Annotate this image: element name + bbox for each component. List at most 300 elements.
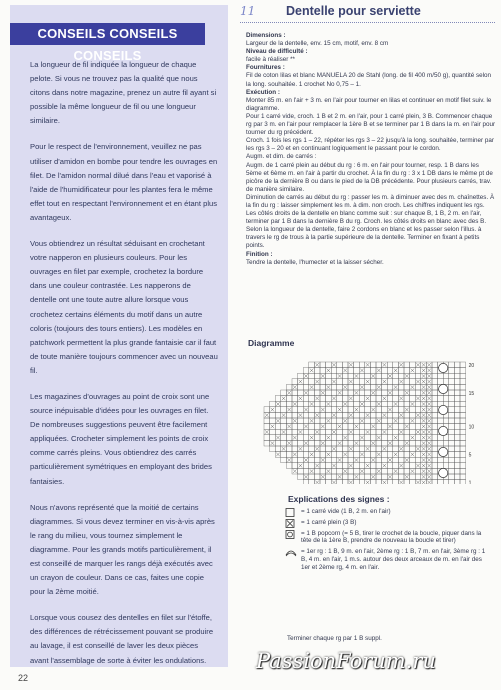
full-square-mark bbox=[332, 413, 336, 417]
grid-square bbox=[432, 429, 438, 435]
grid-square bbox=[298, 435, 304, 441]
grid-square bbox=[449, 362, 455, 368]
full-square-mark bbox=[287, 441, 291, 445]
full-square-mark bbox=[371, 408, 375, 412]
grid-square bbox=[365, 373, 371, 379]
grid-square bbox=[382, 373, 388, 379]
full-square-mark bbox=[315, 380, 319, 384]
grid-square bbox=[454, 401, 460, 407]
full-square-mark bbox=[416, 363, 420, 367]
full-square-mark bbox=[366, 363, 370, 367]
grid-square bbox=[460, 396, 466, 402]
grid-square bbox=[415, 440, 421, 446]
grid-square bbox=[314, 457, 320, 463]
grid-square bbox=[298, 390, 304, 396]
full-square-mark bbox=[416, 380, 420, 384]
grid-square bbox=[342, 390, 348, 396]
grid-square bbox=[410, 362, 416, 368]
full-square-mark bbox=[383, 464, 387, 468]
grid-square bbox=[342, 429, 348, 435]
grid-square bbox=[348, 474, 354, 480]
grid-square bbox=[382, 390, 388, 396]
grid-square bbox=[314, 407, 320, 413]
full-square-mark bbox=[304, 475, 308, 479]
grid-square bbox=[376, 412, 382, 418]
full-square-mark bbox=[377, 402, 381, 406]
full-square-mark bbox=[321, 441, 325, 445]
grid-square bbox=[275, 396, 281, 402]
grid-square bbox=[404, 429, 410, 435]
grid-square bbox=[432, 418, 438, 424]
grid-square bbox=[432, 480, 438, 484]
full-square-mark bbox=[394, 469, 398, 473]
full-square-mark bbox=[355, 425, 359, 429]
full-square-mark bbox=[299, 380, 303, 384]
grid-square bbox=[281, 401, 287, 407]
grid-square bbox=[365, 424, 371, 430]
full-square-mark bbox=[377, 369, 381, 373]
full-square-mark bbox=[383, 413, 387, 417]
grid-square bbox=[432, 412, 438, 418]
grid-square bbox=[393, 362, 399, 368]
grid-square bbox=[292, 463, 298, 469]
grid-square bbox=[449, 407, 455, 413]
grid-square bbox=[348, 407, 354, 413]
grid-square bbox=[342, 412, 348, 418]
grid-square bbox=[415, 368, 421, 374]
grid-square bbox=[342, 407, 348, 413]
grid-square bbox=[348, 373, 354, 379]
grid-square bbox=[359, 474, 365, 480]
grid-square bbox=[454, 373, 460, 379]
grid-square bbox=[460, 424, 466, 430]
grid-square bbox=[387, 384, 393, 390]
grid-square bbox=[415, 424, 421, 430]
full-square-mark bbox=[276, 436, 280, 440]
full-square-mark bbox=[399, 430, 403, 434]
grid-square bbox=[398, 480, 404, 484]
grid-square bbox=[331, 452, 337, 458]
grid-square bbox=[337, 463, 343, 469]
full-square-mark bbox=[282, 447, 286, 451]
full-square-mark bbox=[315, 481, 319, 484]
grid-square bbox=[314, 424, 320, 430]
grid-square bbox=[382, 384, 388, 390]
grid-square bbox=[337, 379, 343, 385]
grid-square bbox=[286, 429, 292, 435]
grid-square bbox=[359, 446, 365, 452]
grid-square bbox=[337, 435, 343, 441]
finish-text: Tendre la dentelle, l'humecter et la laisser sécher. bbox=[246, 258, 384, 266]
row-label: 15 bbox=[468, 391, 475, 397]
grid-square bbox=[365, 390, 371, 396]
full-square-mark bbox=[332, 397, 336, 401]
full-square-mark bbox=[383, 363, 387, 367]
grid-square bbox=[376, 440, 382, 446]
grid-square bbox=[449, 468, 455, 474]
full-square-mark bbox=[366, 380, 370, 384]
grid-square bbox=[460, 379, 466, 385]
legend-text: = 1 carré plein (3 B) bbox=[301, 518, 357, 526]
grid-square bbox=[370, 463, 376, 469]
full-square-mark bbox=[416, 481, 420, 484]
grid-square bbox=[354, 418, 360, 424]
grid-square bbox=[387, 435, 393, 441]
grid-square bbox=[292, 429, 298, 435]
grid-square bbox=[337, 412, 343, 418]
grid-square bbox=[410, 474, 416, 480]
grid-square bbox=[376, 463, 382, 469]
full-square-mark bbox=[411, 436, 415, 440]
grid-square bbox=[309, 440, 315, 446]
grid-square bbox=[359, 362, 365, 368]
full-square-mark bbox=[411, 419, 415, 423]
grid-square bbox=[354, 396, 360, 402]
grid-square bbox=[337, 384, 343, 390]
grid-square bbox=[387, 362, 393, 368]
full-square-mark bbox=[377, 419, 381, 423]
grid-square bbox=[264, 407, 270, 413]
grid-square bbox=[348, 452, 354, 458]
full-square-mark bbox=[427, 391, 431, 395]
grid-square bbox=[443, 396, 449, 402]
legend-arch bbox=[285, 548, 490, 571]
grid-square bbox=[298, 407, 304, 413]
row-label: 1 bbox=[468, 480, 472, 484]
full-square-mark bbox=[405, 458, 409, 462]
grid-square bbox=[359, 412, 365, 418]
grid-square bbox=[382, 401, 388, 407]
full-square-mark bbox=[405, 475, 409, 479]
grid-square bbox=[438, 373, 444, 379]
full-square-mark bbox=[271, 441, 275, 445]
grid-square bbox=[337, 446, 343, 452]
grid-square bbox=[326, 446, 332, 452]
grid-square bbox=[365, 457, 371, 463]
grid-square bbox=[415, 373, 421, 379]
full-square-mark bbox=[332, 481, 336, 484]
grid-square bbox=[264, 418, 270, 424]
grid-square bbox=[365, 474, 371, 480]
grid-square bbox=[432, 390, 438, 396]
legend-text: = 1er rg : 1 B, 9 m. en l'air, 2ème rg : 1 B, 7 m. en l'air, 3ème rg : 1 B, 4 m. en l'air, 1 m.s. autour des deux arceaux de m. en l'air des 1er et 2ème rg, 4 m. en l'air. bbox=[301, 548, 486, 571]
grid-square bbox=[449, 463, 455, 469]
full-square-mark bbox=[343, 402, 347, 406]
grid-square bbox=[432, 384, 438, 390]
full-square-mark bbox=[276, 453, 280, 457]
full-square-mark bbox=[315, 413, 319, 417]
grid-square bbox=[410, 390, 416, 396]
grid-square bbox=[326, 373, 332, 379]
full-square-mark bbox=[310, 402, 314, 406]
grid-square bbox=[365, 384, 371, 390]
full-square-mark bbox=[388, 475, 392, 479]
grid-square bbox=[342, 373, 348, 379]
grid-square bbox=[387, 418, 393, 424]
full-square-mark bbox=[276, 419, 280, 423]
grid-square bbox=[370, 480, 376, 484]
cross-square-icon bbox=[285, 519, 297, 528]
grid-square bbox=[359, 463, 365, 469]
tips-body bbox=[30, 58, 218, 680]
grid-square bbox=[432, 457, 438, 463]
diagram-title: Diagramme bbox=[248, 338, 295, 348]
grid-square bbox=[354, 412, 360, 418]
grid-square bbox=[292, 446, 298, 452]
grid-square bbox=[298, 452, 304, 458]
grid-square bbox=[331, 384, 337, 390]
grid-square bbox=[410, 429, 416, 435]
grid-square bbox=[303, 412, 309, 418]
grid-square bbox=[303, 463, 309, 469]
grid-square bbox=[331, 424, 337, 430]
grid-square bbox=[370, 452, 376, 458]
dimensions-text: Largeur de la dentelle, env. 15 cm, motif, env. 8 cm bbox=[246, 40, 389, 48]
grid-square bbox=[449, 457, 455, 463]
grid-square bbox=[415, 401, 421, 407]
full-square-mark bbox=[422, 374, 426, 378]
grid-square bbox=[320, 435, 326, 441]
grid-square bbox=[281, 440, 287, 446]
grid-square bbox=[404, 384, 410, 390]
grid-square bbox=[309, 457, 315, 463]
full-square-mark bbox=[321, 425, 325, 429]
grid-square bbox=[314, 418, 320, 424]
full-square-mark bbox=[422, 458, 426, 462]
grid-square bbox=[331, 435, 337, 441]
full-square-mark bbox=[422, 441, 426, 445]
popcorn-mark bbox=[439, 405, 448, 414]
grid-square bbox=[359, 440, 365, 446]
grid-square bbox=[382, 435, 388, 441]
grid-square bbox=[410, 463, 416, 469]
full-square-mark bbox=[355, 475, 359, 479]
grid-square bbox=[438, 396, 444, 402]
full-square-mark bbox=[427, 464, 431, 468]
grid-square bbox=[398, 457, 404, 463]
grid-square bbox=[354, 379, 360, 385]
grid-square bbox=[432, 401, 438, 407]
grid-square bbox=[314, 452, 320, 458]
grid-square bbox=[298, 424, 304, 430]
grid-square bbox=[398, 390, 404, 396]
full-square-mark bbox=[416, 397, 420, 401]
full-square-mark bbox=[293, 385, 297, 389]
grid-square bbox=[398, 452, 404, 458]
popcorn-mark bbox=[439, 426, 448, 435]
full-square-mark bbox=[304, 391, 308, 395]
grid-square bbox=[449, 379, 455, 385]
full-square-mark bbox=[416, 430, 420, 434]
full-square-mark bbox=[338, 458, 342, 462]
grid-square bbox=[376, 457, 382, 463]
diagram-grid bbox=[264, 362, 466, 484]
full-square-mark bbox=[411, 385, 415, 389]
full-square-mark bbox=[293, 436, 297, 440]
grid-square bbox=[449, 424, 455, 430]
full-square-mark bbox=[383, 397, 387, 401]
grid-square bbox=[393, 474, 399, 480]
grid-square bbox=[286, 401, 292, 407]
grid-square bbox=[370, 401, 376, 407]
grid-square bbox=[438, 440, 444, 446]
grid-square bbox=[398, 474, 404, 480]
grid-square bbox=[432, 379, 438, 385]
grid-square bbox=[342, 457, 348, 463]
grid-square bbox=[337, 480, 343, 484]
full-square-mark bbox=[377, 385, 381, 389]
full-square-mark bbox=[315, 363, 319, 367]
grid-square bbox=[337, 429, 343, 435]
grid-square bbox=[275, 407, 281, 413]
watermark: PassionForum.ru bbox=[256, 649, 436, 673]
full-square-mark bbox=[377, 453, 381, 457]
full-square-mark bbox=[422, 475, 426, 479]
grid-square bbox=[404, 368, 410, 374]
grid-square bbox=[359, 379, 365, 385]
grid-square bbox=[398, 424, 404, 430]
full-square-mark bbox=[371, 374, 375, 378]
popcorn-mark bbox=[439, 468, 448, 477]
grid-square bbox=[410, 373, 416, 379]
full-square-mark bbox=[422, 447, 426, 451]
grid-square bbox=[303, 452, 309, 458]
grid-square bbox=[454, 384, 460, 390]
grid-square bbox=[275, 412, 281, 418]
grid-square bbox=[326, 440, 332, 446]
full-square-mark bbox=[371, 475, 375, 479]
full-square-mark bbox=[422, 369, 426, 373]
arch-icon bbox=[285, 548, 297, 557]
grid-square bbox=[460, 384, 466, 390]
grid-square bbox=[404, 401, 410, 407]
grid-square bbox=[281, 452, 287, 458]
grid-square bbox=[376, 480, 382, 484]
grid-square bbox=[460, 480, 466, 484]
full-square-mark bbox=[399, 464, 403, 468]
tip-paragraph: La longueur de fil indiquée la longueur de chaque pelote. Si vous ne trouvez pas la qualité que nous citons dans notre magazine, prenez un autre fil ayant si possible la même longueur de fil ou une longueur similaire. bbox=[30, 60, 217, 126]
full-square-mark bbox=[405, 408, 409, 412]
grid-square bbox=[398, 373, 404, 379]
grid-square bbox=[337, 452, 343, 458]
grid-square bbox=[314, 474, 320, 480]
grid-square bbox=[348, 435, 354, 441]
grid-square bbox=[460, 429, 466, 435]
full-square-mark bbox=[422, 413, 426, 417]
grid-square bbox=[382, 457, 388, 463]
grid-square bbox=[314, 401, 320, 407]
full-square-mark bbox=[394, 436, 398, 440]
grid-square bbox=[438, 379, 444, 385]
grid-square bbox=[286, 418, 292, 424]
grid-square bbox=[286, 396, 292, 402]
grid-square bbox=[376, 424, 382, 430]
popcorn-mark bbox=[439, 363, 448, 372]
full-square-mark bbox=[360, 385, 364, 389]
grid-square bbox=[326, 424, 332, 430]
grid-square bbox=[298, 384, 304, 390]
grid-square bbox=[326, 362, 332, 368]
grid-square bbox=[454, 463, 460, 469]
grid-square bbox=[382, 424, 388, 430]
grid-square bbox=[449, 396, 455, 402]
grid-square bbox=[376, 390, 382, 396]
full-square-mark bbox=[360, 419, 364, 423]
grid-square bbox=[292, 390, 298, 396]
grid-square bbox=[449, 368, 455, 374]
grid-square bbox=[404, 396, 410, 402]
grid-square bbox=[292, 379, 298, 385]
symbol-legend bbox=[285, 508, 490, 575]
grid-square bbox=[410, 440, 416, 446]
row-label: 5 bbox=[468, 452, 472, 459]
grid-square bbox=[398, 418, 404, 424]
grid-square bbox=[370, 435, 376, 441]
full-square-mark bbox=[304, 458, 308, 462]
grid-square bbox=[460, 468, 466, 474]
grid-square bbox=[382, 452, 388, 458]
grid-square bbox=[443, 463, 449, 469]
grid-square bbox=[354, 435, 360, 441]
grid-square bbox=[359, 424, 365, 430]
grid-square bbox=[432, 424, 438, 430]
grid-square bbox=[320, 412, 326, 418]
grid-square bbox=[454, 435, 460, 441]
full-square-mark bbox=[338, 475, 342, 479]
grid-square bbox=[415, 435, 421, 441]
grid-square bbox=[303, 418, 309, 424]
grid-square bbox=[359, 480, 365, 484]
grid-square bbox=[393, 407, 399, 413]
full-square-mark bbox=[422, 481, 426, 484]
full-square-mark bbox=[422, 380, 426, 384]
full-square-mark bbox=[383, 430, 387, 434]
grid-square bbox=[382, 418, 388, 424]
grid-square bbox=[449, 384, 455, 390]
grid-square bbox=[286, 435, 292, 441]
grid-square bbox=[404, 468, 410, 474]
grid-square bbox=[393, 396, 399, 402]
full-square-mark bbox=[338, 374, 342, 378]
grid-square bbox=[281, 457, 287, 463]
grid-square bbox=[331, 407, 337, 413]
grid-square bbox=[460, 412, 466, 418]
full-square-mark bbox=[394, 385, 398, 389]
full-square-mark bbox=[427, 413, 431, 417]
full-square-mark bbox=[427, 430, 431, 434]
full-square-mark bbox=[310, 469, 314, 473]
full-square-mark bbox=[332, 380, 336, 384]
grid-square bbox=[449, 435, 455, 441]
full-square-mark bbox=[416, 413, 420, 417]
full-square-mark bbox=[411, 402, 415, 406]
grid-square bbox=[387, 368, 393, 374]
full-square-mark bbox=[349, 397, 353, 401]
grid-square bbox=[370, 412, 376, 418]
grid-square bbox=[270, 418, 276, 424]
full-square-mark bbox=[422, 453, 426, 457]
full-square-mark bbox=[355, 374, 359, 378]
full-square-mark bbox=[371, 441, 375, 445]
full-square-mark bbox=[388, 441, 392, 445]
grid-square bbox=[342, 446, 348, 452]
grid-square bbox=[449, 429, 455, 435]
grid-square bbox=[303, 401, 309, 407]
grid-square bbox=[275, 429, 281, 435]
grid-square bbox=[270, 446, 276, 452]
grid-square bbox=[460, 368, 466, 374]
grid-square bbox=[393, 457, 399, 463]
